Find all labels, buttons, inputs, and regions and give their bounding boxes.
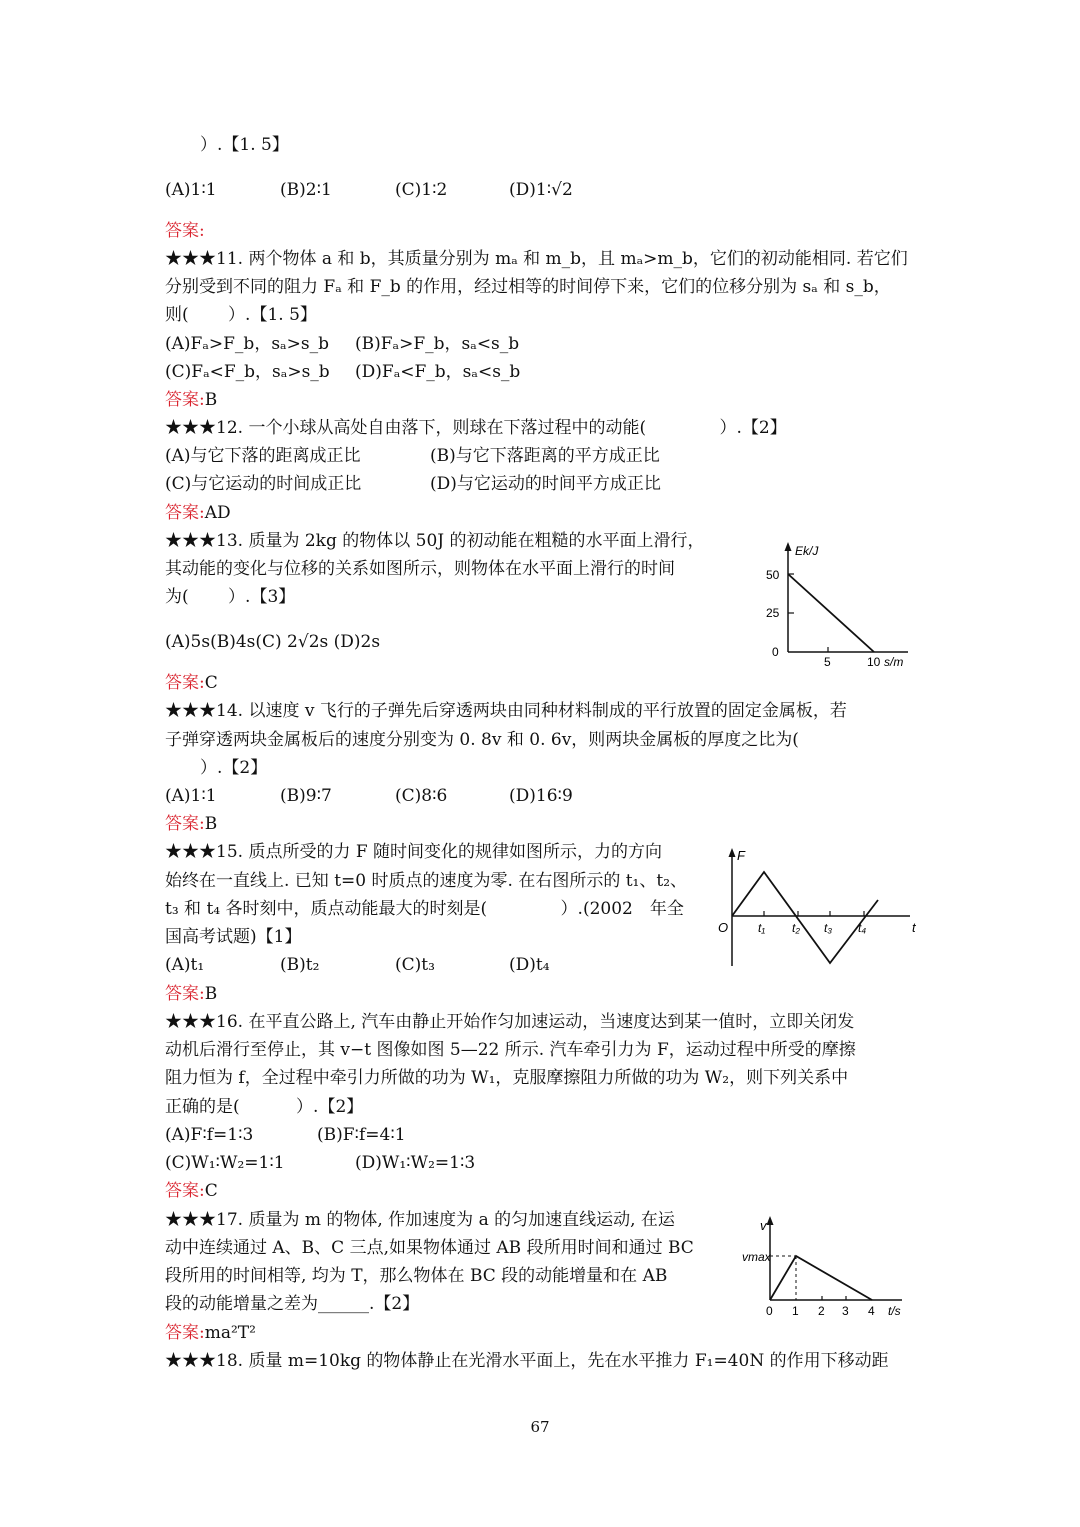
q17-line-3: 段所用的时间相等, 均为 T，那么物体在 BC 段的动能增量和在 AB bbox=[165, 1266, 668, 1286]
q14-option-c: (C)8∶6 bbox=[395, 786, 448, 806]
q15-option-a: (A)t₁ bbox=[165, 955, 205, 975]
q17-line-1: ★★★17. 质量为 m 的物体, 作加速度为 a 的匀加速直线运动, 在运 bbox=[165, 1210, 675, 1230]
answer-label: 答案: bbox=[165, 390, 205, 410]
q15-force-time-graph bbox=[712, 842, 922, 970]
q14-line-1: ★★★14. 以速度 v 飞行的子弹先后穿透两块由同种材料制成的平行放置的固定金属板，若 bbox=[165, 701, 847, 721]
q13-line-2: 其动能的变化与位移的关系如图所示，则物体在水平面上滑行的时间 bbox=[165, 559, 675, 579]
q11-option-a: (A)Fₐ>F_b，sₐ>s_b bbox=[165, 334, 329, 354]
answer-label: 答案: bbox=[165, 503, 205, 523]
x-tick-label: 5 bbox=[824, 655, 831, 669]
x-tick-label: 10 bbox=[867, 655, 881, 669]
x-tick-label: 4 bbox=[868, 1304, 875, 1318]
q17-velocity-time-graph bbox=[742, 1212, 920, 1320]
answer-label: 答案: bbox=[165, 221, 205, 241]
q11-option-d: (D)Fₐ<F_b，sₐ<s_b bbox=[355, 362, 521, 382]
q16-options-row-2 bbox=[165, 1151, 765, 1175]
q14-line-3: ）.【2】 bbox=[200, 758, 268, 778]
q10-option-d: (D)1∶√2 bbox=[509, 180, 573, 200]
q10-option-b: (B)2∶1 bbox=[280, 180, 332, 200]
q12-option-a: (A)与它下落的距离成正比 bbox=[165, 446, 361, 466]
q13-line-1: ★★★13. 质量为 2kg 的物体以 50J 的初动能在粗糙的水平面上滑行， bbox=[165, 531, 705, 551]
t4-label: t₄ bbox=[858, 921, 867, 935]
q16-option-b: (B)F∶f=4∶1 bbox=[317, 1125, 406, 1145]
q15-option-c: (C)t₃ bbox=[395, 955, 435, 975]
velocity-curve bbox=[770, 1256, 872, 1300]
q13-ek-s-graph bbox=[760, 538, 920, 670]
origin-label: O bbox=[718, 920, 729, 935]
q14-line-2: 子弹穿透两块金属板后的速度分别变为 0. 8v 和 0. 6v，则两块金属板的厚度之比为( bbox=[165, 730, 799, 750]
y-axis-label: Ek/J bbox=[795, 544, 819, 558]
answer-value: B bbox=[204, 814, 218, 834]
q11-line-2: 分别受到不同的阻力 Fₐ 和 F_b 的作用，经过相等的时间停下来，它们的位移分别为 sₐ 和 s_b， bbox=[165, 277, 891, 297]
answer-value: ma²T² bbox=[204, 1323, 256, 1343]
q16-line-1: ★★★16. 在平直公路上, 汽车由静止开始作匀加速运动，当速度达到某一值时，立即关闭发 bbox=[165, 1012, 855, 1032]
q10-answer bbox=[165, 219, 205, 243]
y-tick-label: 50 bbox=[766, 568, 780, 582]
q16-option-d: (D)W₁∶W₂=1∶3 bbox=[355, 1153, 476, 1173]
vmax-label: vmax bbox=[742, 1250, 771, 1264]
y-axis-arrow bbox=[785, 542, 792, 551]
answer-value: C bbox=[204, 673, 218, 693]
q11-options-row-2 bbox=[165, 360, 765, 384]
q11-line-3: 则( ）.【1. 5】 bbox=[165, 305, 317, 325]
q15-line-1: ★★★15. 质点所受的力 F 随时间变化的规律如图所示，力的方向 bbox=[165, 842, 663, 862]
answer-label: 答案: bbox=[165, 673, 205, 693]
q15-line-4: 国高考试题)【1】 bbox=[165, 927, 302, 947]
q17-line-4: 段的动能增量之差为______.【2】 bbox=[165, 1294, 420, 1314]
t2-label: t₂ bbox=[792, 921, 800, 935]
q12-option-c: (C)与它运动的时间成正比 bbox=[165, 474, 362, 494]
q10-options bbox=[165, 178, 865, 202]
q12-answer bbox=[165, 501, 231, 525]
answer-label: 答案: bbox=[165, 814, 205, 834]
x-axis-label: t bbox=[912, 920, 916, 935]
q14-answer bbox=[165, 812, 217, 836]
x-tick-label: 1 bbox=[792, 1304, 799, 1318]
q13-options: (A)5s(B)4s(C) 2√2s (D)2s bbox=[165, 632, 381, 652]
q16-line-4: 正确的是( ）.【2】 bbox=[165, 1097, 364, 1117]
q12-option-d: (D)与它运动的时间平方成正比 bbox=[430, 474, 661, 494]
y-axis-arrow bbox=[767, 1216, 774, 1225]
q15-line-3: t₃ 和 t₄ 各时刻中，质点动能最大的时刻是( ）.(2002 年全 bbox=[165, 899, 684, 919]
answer-label: 答案: bbox=[165, 984, 205, 1004]
t3-label: t₃ bbox=[824, 921, 833, 935]
q11-line-1: ★★★11. 两个物体 a 和 b，其质量分别为 mₐ 和 m_b，且 mₐ>m_b，它们的初动能相同. 若它们 bbox=[165, 249, 908, 269]
t1-label: t₁ bbox=[758, 921, 766, 935]
y-axis-arrow bbox=[729, 848, 736, 857]
q10-option-c: (C)1∶2 bbox=[395, 180, 448, 200]
q14-options bbox=[165, 784, 765, 808]
answer-value: B bbox=[204, 390, 218, 410]
q11-options-row-1 bbox=[165, 332, 765, 356]
x-axis-label: s/m bbox=[884, 655, 904, 669]
q12-options-row-1 bbox=[165, 444, 765, 468]
ek-line bbox=[788, 574, 874, 652]
x-axis-label: t/s bbox=[888, 1304, 901, 1318]
x-tick-label: 0 bbox=[766, 1304, 773, 1318]
q16-answer bbox=[165, 1179, 218, 1203]
x-tick-label: 2 bbox=[818, 1304, 825, 1318]
q15-option-b: (B)t₂ bbox=[280, 955, 320, 975]
y-axis-label: F bbox=[737, 848, 745, 863]
q14-option-b: (B)9∶7 bbox=[280, 786, 332, 806]
answer-label: 答案: bbox=[165, 1181, 205, 1201]
q15-option-d: (D)t₄ bbox=[509, 955, 550, 975]
q18-line-1: ★★★18. 质量 m=10kg 的物体静止在光滑水平面上，先在水平推力 F₁=40N 的作用下移动距 bbox=[165, 1351, 889, 1371]
q17-answer bbox=[165, 1321, 256, 1345]
q11-option-b: (B)Fₐ>F_b，sₐ<s_b bbox=[355, 334, 520, 354]
y-tick-label: 25 bbox=[766, 606, 780, 620]
q16-line-3: 阻力恒为 f，全过程中牵引力所做的功为 W₁，克服摩擦阻力所做的功为 W₂，则下列关系中 bbox=[165, 1068, 849, 1088]
q16-option-a: (A)F∶f=1∶3 bbox=[165, 1125, 254, 1145]
q10-tail: ）.【1. 5】 bbox=[200, 135, 289, 155]
q15-line-2: 始终在一直线上. 已知 t=0 时质点的速度为零. 在右图所示的 t₁、t₂、 bbox=[165, 871, 688, 891]
q13-line-3: 为( ）.【3】 bbox=[165, 587, 296, 607]
q11-answer bbox=[165, 388, 217, 412]
q17-line-2: 动中连续通过 A、B、C 三点,如果物体通过 AB 段所用时间和通过 BC bbox=[165, 1238, 694, 1258]
q12-option-b: (B)与它下落距离的平方成正比 bbox=[430, 446, 660, 466]
q14-option-d: (D)16∶9 bbox=[509, 786, 573, 806]
q12-line-1: ★★★12. 一个小球从高处自由落下，则球在下落过程中的动能( ）.【2】 bbox=[165, 418, 787, 438]
y-axis-label: v bbox=[760, 1218, 767, 1233]
q13-answer bbox=[165, 671, 218, 695]
answer-label: 答案: bbox=[165, 1323, 205, 1343]
q15-answer bbox=[165, 982, 217, 1006]
q14-option-a: (A)1∶1 bbox=[165, 786, 217, 806]
q12-options-row-2 bbox=[165, 472, 765, 496]
x-tick-label: 3 bbox=[842, 1304, 849, 1318]
q16-options-row-1 bbox=[165, 1123, 765, 1147]
answer-value: AD bbox=[204, 503, 231, 523]
q16-line-2: 动机后滑行至停止，其 v−t 图像如图 5—22 所示. 汽车牵引力为 F，运动过程中所受的摩擦 bbox=[165, 1040, 856, 1060]
q11-option-c: (C)Fₐ<F_b，sₐ>s_b bbox=[165, 362, 330, 382]
q16-option-c: (C)W₁∶W₂=1∶1 bbox=[165, 1153, 285, 1173]
y-tick-label: 0 bbox=[772, 645, 779, 659]
q15-options bbox=[165, 953, 765, 977]
force-curve bbox=[732, 872, 878, 963]
answer-value: C bbox=[204, 1181, 218, 1201]
answer-value: B bbox=[204, 984, 218, 1004]
page-number: 67 bbox=[530, 1418, 550, 1436]
q10-option-a: (A)1∶1 bbox=[165, 180, 217, 200]
